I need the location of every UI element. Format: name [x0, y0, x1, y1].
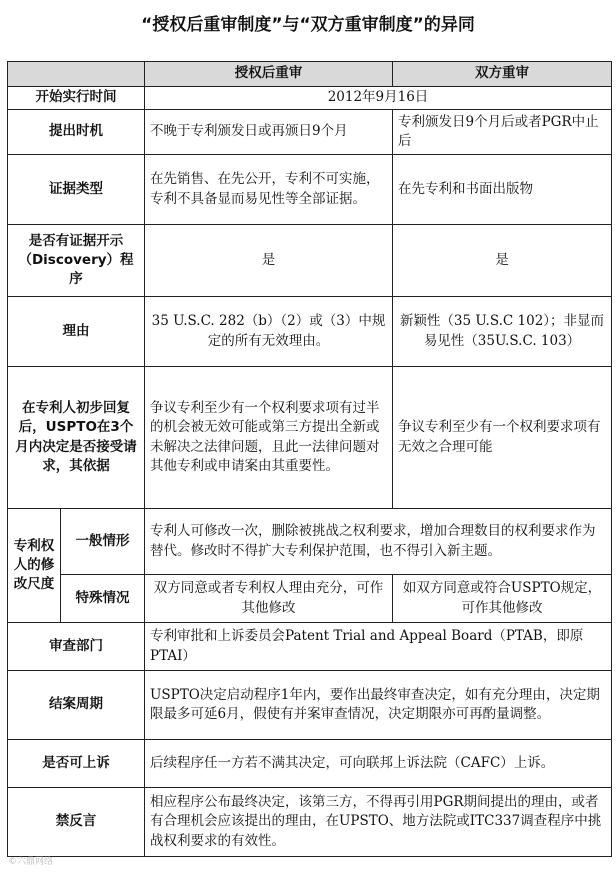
- watermark: ©六鼎网络: [8, 857, 54, 867]
- acceptance-pgr: 争议专利至少有一个权利要求项有过半的机会被无效可能或第三方提出全新或未解决之法律问题，且此一法律问题对其他专利或申请案由其重要性。: [145, 367, 393, 509]
- table-header-row: [8, 62, 612, 87]
- table-row: [8, 367, 612, 509]
- comparison-table: [7, 61, 612, 857]
- row-label-evidence: 证据类型: [8, 155, 145, 225]
- dept-value: 专利审批和上诉委员会Patent Trial and Appeal Board（PTAB，即原PTAI）: [145, 623, 612, 671]
- header-empty-cell: [8, 62, 145, 87]
- discovery-pgr: 是: [145, 225, 393, 297]
- table-row: [8, 297, 612, 367]
- table-row: [8, 575, 612, 623]
- table-row: [8, 87, 612, 110]
- table-row: [8, 788, 612, 857]
- evidence-pgr: 在先销售、在先公开，专利不可实施，专利不具备显而易见性等全部证据。: [145, 155, 393, 225]
- timing-ipr: 专利颁发日9个月后或者PGR中止后: [393, 110, 612, 155]
- start-date-value: 2012年9月16日: [145, 87, 612, 110]
- discovery-ipr: 是: [393, 225, 612, 297]
- acceptance-ipr: 争议专利至少有一个权利要求项有无效之合理可能: [393, 367, 612, 509]
- table-row: [8, 671, 612, 740]
- row-label-dept: 审查部门: [8, 623, 145, 671]
- grounds-pgr: 35 U.S.C. 282（b）（2）或（3）中规定的所有无效理由。: [145, 297, 393, 367]
- row-label-discovery: 是否有证据开示（Discovery）程序: [8, 225, 145, 297]
- amend-special-label: 特殊情况: [61, 575, 145, 623]
- row-label-amend: 专利权人的修改尺度: [8, 509, 61, 623]
- amend-general-label: 一般情形: [61, 509, 145, 575]
- estoppel-value: 相应程序公布最终决定，该第三方，不得再引用PGR期间提出的理由，或者有合理机会应该提出的理由，在UPSTO、地方法院或ITC337调查程序中挑战权利要求的有效性。: [145, 788, 612, 857]
- header-pgr: 授权后重审: [145, 62, 393, 87]
- amend-special-ipr: 如双方同意或符合USPTO规定，可作其他修改: [393, 575, 612, 623]
- table-row: [8, 623, 612, 671]
- grounds-ipr: 新颖性（35 U.S.C 102）；非显而易见性（35U.S.C. 103）: [393, 297, 612, 367]
- table-row: [8, 509, 612, 575]
- amend-general-value: 专利人可修改一次，删除被挑战之权利要求，增加合理数目的权利要求作为替代。修改时不得扩大专利保护范围，也不得引入新主题。: [145, 509, 612, 575]
- row-label-estoppel: 禁反言: [8, 788, 145, 857]
- header-ipr: 双方重审: [393, 62, 612, 87]
- row-label-acceptance: 在专利人初步回复后，USPTO在3个月内决定是否接受请求，其依据: [8, 367, 145, 509]
- period-value: USPTO决定启动程序1年内，要作出最终审查决定，如有充分理由，决定期限最多可延6月，假使有并案审查情况，决定期限亦可再酌量调整。: [145, 671, 612, 740]
- row-label-timing: 提出时机: [8, 110, 145, 155]
- evidence-ipr: 在先专利和书面出版物: [393, 155, 612, 225]
- appeal-value: 后续程序任一方若不满其决定，可向联邦上诉法院（CAFC）上诉。: [145, 740, 612, 788]
- table-row: [8, 110, 612, 155]
- page-title: “授权后重审制度”与“双方重审制度”的异同: [141, 15, 475, 35]
- row-label-appeal: 是否可上诉: [8, 740, 145, 788]
- table-row: [8, 225, 612, 297]
- amend-special-pgr: 双方同意或者专利权人理由充分，可作其他修改: [145, 575, 393, 623]
- row-label-grounds: 理由: [8, 297, 145, 367]
- row-label-start: 开始实行时间: [8, 87, 145, 110]
- table-row: [8, 155, 612, 225]
- timing-pgr: 不晚于专利颁发日或再颁日9个月: [145, 110, 393, 155]
- table-row: [8, 740, 612, 788]
- row-label-period: 结案周期: [8, 671, 145, 740]
